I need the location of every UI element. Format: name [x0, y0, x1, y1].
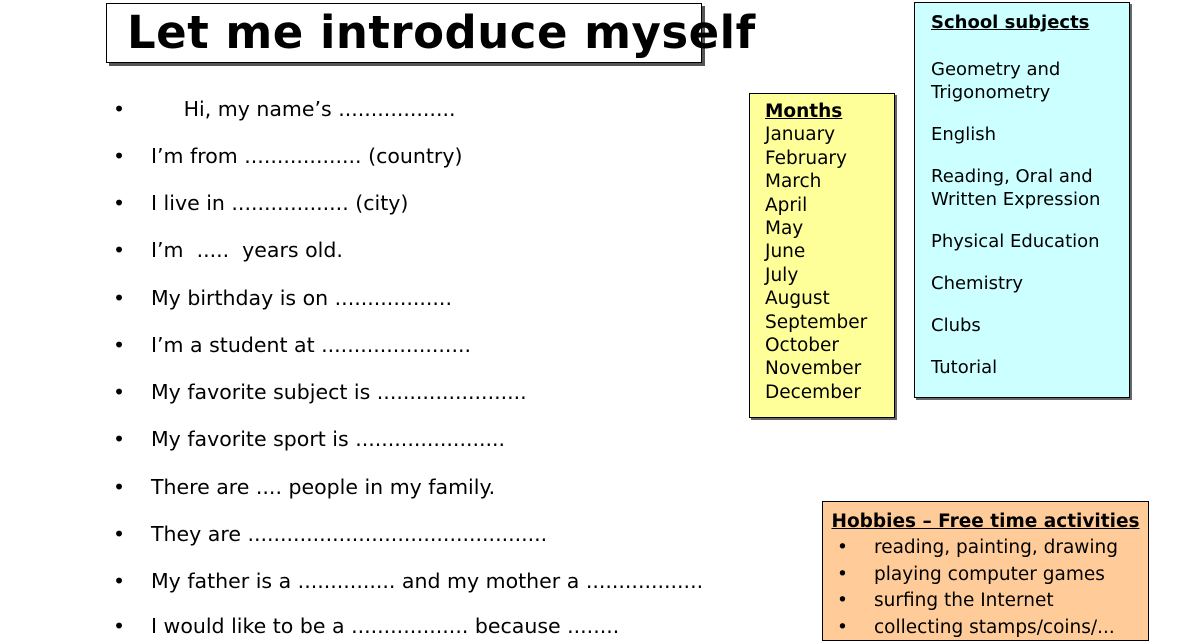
sentence-item	[113, 522, 813, 552]
hobby-item	[823, 588, 1148, 615]
bullet-icon: •	[113, 144, 126, 168]
sentence-item	[113, 97, 813, 127]
bullet-icon: •	[837, 590, 848, 611]
hobbies-heading: Hobbies – Free time activities	[831, 511, 1140, 532]
sentence-text: I’m a student at .......................	[151, 333, 472, 357]
sentence-text: I would like to be a .................. because ........	[151, 614, 620, 638]
bullet-icon: •	[113, 238, 126, 262]
month-item: September	[765, 311, 868, 333]
subjects-heading: School subjects	[931, 12, 1090, 33]
bullet-icon: •	[113, 522, 126, 546]
month-item: January	[765, 124, 836, 146]
subject-item: Geometry and Trigonometry	[931, 59, 1061, 103]
sentence-item	[113, 569, 813, 599]
sentence-text: I’m ..... years old.	[151, 238, 343, 262]
subject-item: Chemistry	[931, 273, 1024, 294]
sentence-item	[113, 144, 813, 174]
month-item: April	[765, 194, 808, 216]
sentence-text: My favorite subject is .......................	[151, 380, 527, 404]
month-item: August	[765, 288, 830, 310]
hobby-text: surfing the Internet	[874, 590, 1054, 611]
bullet-icon: •	[113, 380, 126, 404]
month-item: May	[765, 218, 804, 240]
sentence-item	[113, 191, 813, 221]
month-item: October	[765, 335, 840, 357]
sentence-text: They are ..............................................	[151, 522, 548, 546]
hobby-item	[823, 615, 1148, 642]
sentence-text: My birthday is on ..................	[151, 286, 452, 310]
hobby-item	[823, 535, 1148, 562]
sentence-text: I’m from .................. (country)	[151, 144, 463, 168]
sentence-text: Hi, my name’s ..................	[151, 97, 456, 121]
bullet-icon: •	[113, 333, 126, 357]
sentence-item	[113, 333, 813, 363]
subject-item: English	[931, 124, 996, 145]
subject-item: Clubs	[931, 315, 981, 336]
bullet-icon: •	[837, 616, 848, 638]
subjects-box	[914, 2, 1130, 398]
hobby-item	[823, 562, 1148, 589]
sentence-item	[113, 427, 813, 457]
bullet-icon: •	[113, 475, 126, 499]
hobbies-box	[822, 501, 1149, 641]
month-item: February	[765, 147, 847, 169]
month-item: July	[765, 264, 799, 286]
bullet-icon: •	[113, 569, 126, 593]
hobby-text: collecting stamps/coins/...	[874, 616, 1115, 638]
month-item: November	[765, 358, 862, 380]
bullet-icon: •	[113, 286, 126, 310]
sentence-item	[113, 286, 813, 316]
hobby-text: reading, painting, drawing	[874, 537, 1119, 558]
hobby-text: playing computer games	[874, 563, 1105, 585]
sentence-text: My father is a ............... and my mother a ..................	[151, 569, 704, 593]
month-item: December	[765, 381, 861, 403]
bullet-icon: •	[113, 191, 126, 215]
bullet-icon: •	[113, 97, 126, 121]
months-heading: Months	[765, 101, 843, 122]
bullet-icon: •	[837, 537, 848, 558]
sentence-item	[113, 475, 813, 505]
page-title: Let me introduce myself	[127, 6, 756, 59]
sentence-item	[113, 238, 813, 268]
sentence-item	[113, 614, 813, 644]
bullet-icon: •	[113, 427, 126, 451]
bullet-icon: •	[837, 563, 848, 585]
month-item: June	[765, 241, 806, 263]
bullet-icon: •	[113, 614, 126, 638]
sentence-text: My favorite sport is .......................	[151, 427, 506, 451]
months-box	[749, 93, 895, 418]
sentence-text: I live in .................. (city)	[151, 191, 409, 215]
month-item: March	[765, 171, 822, 193]
subject-item: Reading, Oral and Written Expression	[931, 166, 1101, 210]
sentence-item	[113, 380, 813, 410]
subject-item: Tutorial	[931, 357, 998, 378]
subject-item: Physical Education	[931, 231, 1100, 252]
sentence-text: There are .... people in my family.	[151, 475, 496, 499]
